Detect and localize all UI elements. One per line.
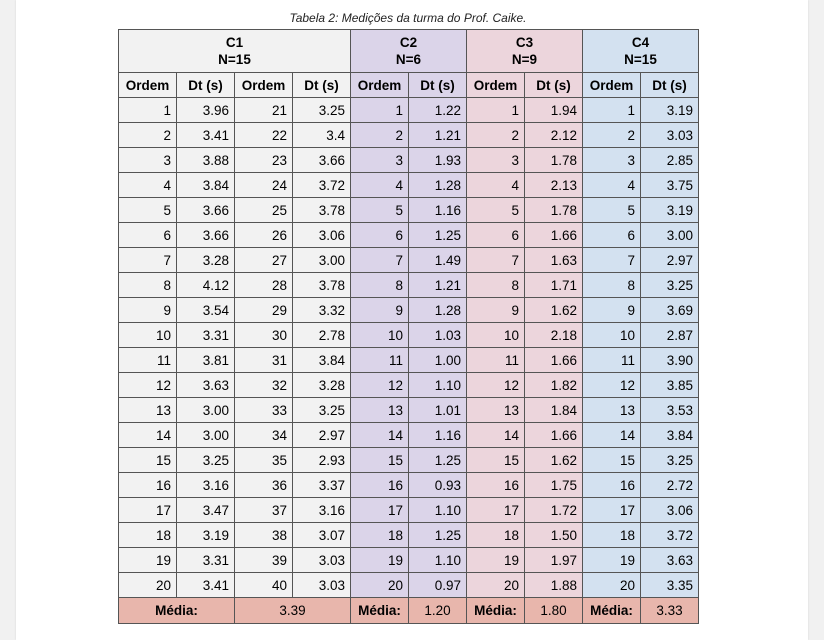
group-c3-name: C3: [515, 35, 534, 50]
time-cell: 2.78: [293, 323, 351, 348]
order-cell: 8: [351, 273, 409, 298]
time-cell: 3.41: [177, 123, 235, 148]
order-cell: 8: [119, 273, 177, 298]
order-cell: 3: [119, 148, 177, 173]
table-caption: Tabela 2: Medições da turma do Prof. Caike.: [289, 11, 527, 25]
col-header-ordem: Ordem: [119, 73, 177, 98]
group-c4-header: [583, 30, 699, 73]
mean-value-c2: 1.20: [409, 598, 467, 624]
time-cell: 3.03: [293, 573, 351, 598]
time-cell: 1.66: [525, 223, 583, 248]
order-cell: 10: [119, 323, 177, 348]
time-cell: 3.06: [293, 223, 351, 248]
time-cell: 1.78: [525, 148, 583, 173]
order-cell: 9: [119, 298, 177, 323]
order-cell: 2: [583, 123, 641, 148]
time-cell: 1.25: [409, 523, 467, 548]
table-row: [119, 373, 699, 398]
time-cell: 3.31: [177, 548, 235, 573]
order-cell: 11: [351, 348, 409, 373]
order-cell: 16: [467, 473, 525, 498]
time-cell: 1.75: [525, 473, 583, 498]
order-cell: 22: [235, 123, 293, 148]
time-cell: 1.16: [409, 198, 467, 223]
time-cell: 1.28: [409, 173, 467, 198]
order-cell: 6: [467, 223, 525, 248]
order-cell: 14: [583, 423, 641, 448]
col-header-ordem: Ordem: [351, 73, 409, 98]
col-header-ordem: Ordem: [583, 73, 641, 98]
group-c1-count: N=15: [218, 52, 251, 67]
order-cell: 4: [467, 173, 525, 198]
order-cell: 18: [467, 523, 525, 548]
group-c2-count: N=6: [395, 52, 422, 67]
time-cell: 3.81: [177, 348, 235, 373]
order-cell: 13: [467, 398, 525, 423]
time-cell: 1.50: [525, 523, 583, 548]
time-cell: 3.47: [177, 498, 235, 523]
order-cell: 12: [467, 373, 525, 398]
order-cell: 16: [119, 473, 177, 498]
order-cell: 8: [467, 273, 525, 298]
group-c3-count: N=9: [511, 52, 538, 67]
group-c1-header: [119, 30, 351, 73]
order-cell: 4: [119, 173, 177, 198]
table-row: [119, 123, 699, 148]
order-cell: 32: [235, 373, 293, 398]
time-cell: 1.10: [409, 498, 467, 523]
col-header-ordem: Ordem: [235, 73, 293, 98]
time-cell: 1.28: [409, 298, 467, 323]
order-cell: 20: [119, 573, 177, 598]
time-cell: 1.71: [525, 273, 583, 298]
table-row: [119, 473, 699, 498]
time-cell: 3.03: [293, 548, 351, 573]
order-cell: 6: [351, 223, 409, 248]
mean-label: Média:: [583, 598, 641, 624]
order-cell: 23: [235, 148, 293, 173]
table-row: [119, 198, 699, 223]
order-cell: 36: [235, 473, 293, 498]
order-cell: 1: [119, 98, 177, 123]
time-cell: 2.93: [293, 448, 351, 473]
time-cell: 3.78: [293, 198, 351, 223]
col-header-dt: Dt (s): [641, 73, 699, 98]
time-cell: 3.69: [641, 298, 699, 323]
measurements-table: [118, 29, 699, 624]
time-cell: 3.28: [293, 373, 351, 398]
group-header-row: [119, 30, 699, 73]
time-cell: 1.97: [525, 548, 583, 573]
order-cell: 11: [583, 348, 641, 373]
order-cell: 19: [583, 548, 641, 573]
time-cell: 3.54: [177, 298, 235, 323]
col-header-dt: Dt (s): [525, 73, 583, 98]
time-cell: 2.13: [525, 173, 583, 198]
order-cell: 19: [119, 548, 177, 573]
col-header-ordem: Ordem: [467, 73, 525, 98]
order-cell: 12: [351, 373, 409, 398]
time-cell: 3.00: [177, 398, 235, 423]
order-cell: 9: [467, 298, 525, 323]
time-cell: 1.72: [525, 498, 583, 523]
table-row: [119, 348, 699, 373]
col-header-dt: Dt (s): [409, 73, 467, 98]
time-cell: 4.12: [177, 273, 235, 298]
order-cell: 40: [235, 573, 293, 598]
group-c4-name: C4: [631, 35, 650, 50]
group-c4-count: N=15: [624, 52, 657, 67]
mean-label: Média:: [119, 598, 235, 624]
time-cell: 1.49: [409, 248, 467, 273]
time-cell: 3.75: [641, 173, 699, 198]
order-cell: 5: [119, 198, 177, 223]
order-cell: 1: [467, 98, 525, 123]
order-cell: 25: [235, 198, 293, 223]
order-cell: 11: [467, 348, 525, 373]
column-header-row: [119, 73, 699, 98]
time-cell: 2.97: [641, 248, 699, 273]
time-cell: 1.84: [525, 398, 583, 423]
mean-value-c1: 3.39: [235, 598, 351, 624]
order-cell: 34: [235, 423, 293, 448]
table-row: [119, 98, 699, 123]
table-row: [119, 573, 699, 598]
order-cell: 13: [583, 398, 641, 423]
order-cell: 38: [235, 523, 293, 548]
time-cell: 1.93: [409, 148, 467, 173]
order-cell: 26: [235, 223, 293, 248]
time-cell: 1.00: [409, 348, 467, 373]
time-cell: 3.37: [293, 473, 351, 498]
order-cell: 18: [351, 523, 409, 548]
order-cell: 19: [351, 548, 409, 573]
order-cell: 33: [235, 398, 293, 423]
table-row: [119, 298, 699, 323]
order-cell: 37: [235, 498, 293, 523]
table-row: [119, 448, 699, 473]
order-cell: 13: [119, 398, 177, 423]
order-cell: 15: [351, 448, 409, 473]
time-cell: 1.21: [409, 123, 467, 148]
order-cell: 16: [351, 473, 409, 498]
order-cell: 14: [467, 423, 525, 448]
group-c3-header: [467, 30, 583, 73]
table-row: [119, 273, 699, 298]
order-cell: 10: [351, 323, 409, 348]
time-cell: 1.62: [525, 448, 583, 473]
order-cell: 12: [119, 373, 177, 398]
order-cell: 3: [583, 148, 641, 173]
table-row: [119, 248, 699, 273]
time-cell: 3.66: [293, 148, 351, 173]
order-cell: 14: [119, 423, 177, 448]
time-cell: 3.25: [293, 98, 351, 123]
order-cell: 17: [467, 498, 525, 523]
order-cell: 24: [235, 173, 293, 198]
table-row: [119, 523, 699, 548]
time-cell: 3.63: [177, 373, 235, 398]
order-cell: 17: [583, 498, 641, 523]
order-cell: 28: [235, 273, 293, 298]
table-row: [119, 148, 699, 173]
order-cell: 2: [467, 123, 525, 148]
time-cell: 3.00: [293, 248, 351, 273]
order-cell: 1: [351, 98, 409, 123]
time-cell: 2.12: [525, 123, 583, 148]
time-cell: 2.87: [641, 323, 699, 348]
time-cell: 3.00: [177, 423, 235, 448]
order-cell: 7: [467, 248, 525, 273]
order-cell: 18: [119, 523, 177, 548]
table-row: [119, 398, 699, 423]
order-cell: 7: [583, 248, 641, 273]
table-row: [119, 323, 699, 348]
order-cell: 13: [351, 398, 409, 423]
time-cell: 3.32: [293, 298, 351, 323]
order-cell: 6: [583, 223, 641, 248]
time-cell: 3.25: [293, 398, 351, 423]
order-cell: 7: [119, 248, 177, 273]
order-cell: 5: [583, 198, 641, 223]
order-cell: 9: [351, 298, 409, 323]
time-cell: 0.93: [409, 473, 467, 498]
time-cell: 3.66: [177, 223, 235, 248]
time-cell: 1.66: [525, 348, 583, 373]
order-cell: 15: [467, 448, 525, 473]
order-cell: 2: [351, 123, 409, 148]
order-cell: 15: [119, 448, 177, 473]
time-cell: 3.07: [293, 523, 351, 548]
time-cell: 1.21: [409, 273, 467, 298]
time-cell: 3.96: [177, 98, 235, 123]
time-cell: 1.94: [525, 98, 583, 123]
group-c2-name: C2: [399, 35, 418, 50]
time-cell: 3.90: [641, 348, 699, 373]
group-c2-header: [351, 30, 467, 73]
time-cell: 3.66: [177, 198, 235, 223]
order-cell: 12: [583, 373, 641, 398]
time-cell: 2.72: [641, 473, 699, 498]
time-cell: 3.63: [641, 548, 699, 573]
time-cell: 1.63: [525, 248, 583, 273]
time-cell: 2.97: [293, 423, 351, 448]
order-cell: 14: [351, 423, 409, 448]
mean-label: Média:: [467, 598, 525, 624]
order-cell: 17: [351, 498, 409, 523]
order-cell: 11: [119, 348, 177, 373]
order-cell: 20: [583, 573, 641, 598]
time-cell: 1.10: [409, 373, 467, 398]
order-cell: 39: [235, 548, 293, 573]
order-cell: 4: [583, 173, 641, 198]
order-cell: 5: [351, 198, 409, 223]
time-cell: 1.01: [409, 398, 467, 423]
order-cell: 18: [583, 523, 641, 548]
time-cell: 1.25: [409, 448, 467, 473]
mean-value-c3: 1.80: [525, 598, 583, 624]
time-cell: 3.78: [293, 273, 351, 298]
table-row: [119, 423, 699, 448]
time-cell: 3.41: [177, 573, 235, 598]
order-cell: 3: [351, 148, 409, 173]
order-cell: 9: [583, 298, 641, 323]
time-cell: 3.88: [177, 148, 235, 173]
time-cell: 3.85: [641, 373, 699, 398]
order-cell: 6: [119, 223, 177, 248]
time-cell: 3.84: [641, 423, 699, 448]
col-header-dt: Dt (s): [177, 73, 235, 98]
table-row: [119, 548, 699, 573]
time-cell: 0.97: [409, 573, 467, 598]
order-cell: 20: [467, 573, 525, 598]
order-cell: 15: [583, 448, 641, 473]
table-row: [119, 498, 699, 523]
time-cell: 3.84: [177, 173, 235, 198]
order-cell: 10: [583, 323, 641, 348]
time-cell: 1.82: [525, 373, 583, 398]
time-cell: 2.85: [641, 148, 699, 173]
mean-label: Média:: [351, 598, 409, 624]
time-cell: 3.25: [177, 448, 235, 473]
table-row: [119, 223, 699, 248]
mean-row: [119, 598, 699, 624]
order-cell: 35: [235, 448, 293, 473]
time-cell: 3.35: [641, 573, 699, 598]
time-cell: 3.31: [177, 323, 235, 348]
group-c1-name: C1: [225, 35, 244, 50]
order-cell: 29: [235, 298, 293, 323]
order-cell: 20: [351, 573, 409, 598]
time-cell: 1.22: [409, 98, 467, 123]
time-cell: 3.16: [293, 498, 351, 523]
time-cell: 1.62: [525, 298, 583, 323]
time-cell: 1.16: [409, 423, 467, 448]
order-cell: 30: [235, 323, 293, 348]
time-cell: 1.25: [409, 223, 467, 248]
time-cell: 3.25: [641, 273, 699, 298]
time-cell: 3.00: [641, 223, 699, 248]
time-cell: 3.03: [641, 123, 699, 148]
order-cell: 4: [351, 173, 409, 198]
order-cell: 19: [467, 548, 525, 573]
time-cell: 1.03: [409, 323, 467, 348]
time-cell: 3.84: [293, 348, 351, 373]
order-cell: 27: [235, 248, 293, 273]
table-row: [119, 173, 699, 198]
time-cell: 1.88: [525, 573, 583, 598]
mean-value-c4: 3.33: [641, 598, 699, 624]
order-cell: 31: [235, 348, 293, 373]
time-cell: 3.53: [641, 398, 699, 423]
time-cell: 3.19: [177, 523, 235, 548]
order-cell: 1: [583, 98, 641, 123]
order-cell: 8: [583, 273, 641, 298]
order-cell: 7: [351, 248, 409, 273]
time-cell: 3.16: [177, 473, 235, 498]
order-cell: 5: [467, 198, 525, 223]
order-cell: 10: [467, 323, 525, 348]
time-cell: 3.72: [641, 523, 699, 548]
order-cell: 3: [467, 148, 525, 173]
time-cell: 3.72: [293, 173, 351, 198]
time-cell: 1.66: [525, 423, 583, 448]
time-cell: 3.25: [641, 448, 699, 473]
order-cell: 21: [235, 98, 293, 123]
order-cell: 2: [119, 123, 177, 148]
time-cell: 3.28: [177, 248, 235, 273]
order-cell: 16: [583, 473, 641, 498]
time-cell: 1.10: [409, 548, 467, 573]
order-cell: 17: [119, 498, 177, 523]
time-cell: 3.19: [641, 198, 699, 223]
col-header-dt: Dt (s): [293, 73, 351, 98]
time-cell: 1.78: [525, 198, 583, 223]
time-cell: 3.4: [293, 123, 351, 148]
time-cell: 3.19: [641, 98, 699, 123]
time-cell: 3.06: [641, 498, 699, 523]
time-cell: 2.18: [525, 323, 583, 348]
